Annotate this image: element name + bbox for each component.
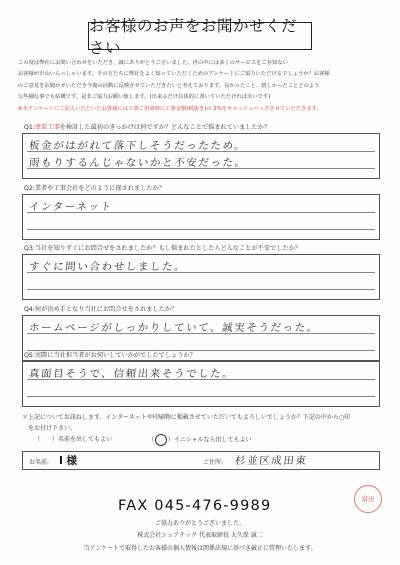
- question-number: Q5:: [24, 352, 35, 359]
- address-label: ご住所:: [203, 459, 224, 466]
- question-5-answer-box[interactable]: [22, 361, 380, 407]
- question-number: Q3:: [24, 245, 35, 252]
- question-number: Q1:: [24, 124, 35, 131]
- paren-close: ）: [168, 436, 175, 444]
- paren-open: （: [34, 436, 41, 443]
- question-text: を検討した最初のきっかけは何ですか？どんなことで悩まれていましたか？: [59, 124, 271, 131]
- intro-line: この度は弊社にお問い合わせをいただき、誠にありがとうございました。世の中には多くのサービスをご存知ない: [18, 60, 288, 66]
- question-2-answer-box[interactable]: [22, 194, 380, 240]
- question-4-label: [24, 304, 177, 313]
- page-title: お客様のお声をお聞かせください: [88, 22, 312, 50]
- company-name: 株式会社シェアテック 代表取締役 大久保 誠二: [137, 532, 263, 539]
- paren-close: ）: [52, 436, 59, 443]
- privacy-notice: 当アンケートで取得したお客様の個人情報は関係法規に基づき厳正に管理いたします。: [83, 545, 317, 552]
- question-2-label: [24, 183, 165, 192]
- address-value[interactable]: 杉並区成田東: [234, 455, 309, 467]
- question-3-label: [24, 243, 301, 252]
- question-text: 何が決め手となり当社にお問合せをされましたか？: [34, 306, 178, 313]
- company-stamp-icon: 富田: [354, 485, 382, 513]
- answer-rule: [27, 289, 375, 290]
- question-3-answer-box[interactable]: [22, 254, 380, 300]
- thanks-text: ご協力ありがとうございました。: [154, 520, 245, 527]
- question-text: 実際に当社担当者がお伺いしていかがでしたでしょうか？: [34, 352, 196, 359]
- question-5-label: [24, 350, 196, 359]
- name-label: お名前:: [29, 459, 50, 466]
- option-label: 名前を出してもよい: [58, 436, 113, 443]
- question-highlight: 塗装工事: [34, 124, 60, 131]
- intro-text: [18, 58, 388, 115]
- handwritten-answer: 真面目そうで、信頼出来そうでした。: [28, 368, 236, 380]
- option-label: イニシャルなら出してもよい: [174, 436, 252, 444]
- question-text: 当社を知りすぐにお問合せをされましたか？もし悩まれたとしたらどんなことが不安でしたか？: [34, 245, 301, 252]
- question-1-answer-box[interactable]: [22, 133, 380, 179]
- circle-mark-icon: [155, 434, 167, 446]
- consent-question-cont: をお付け下さい。: [28, 425, 77, 432]
- consent-option-name[interactable]: [34, 434, 112, 443]
- handwritten-answer: 雨もりするんじゃないかと不安だった。: [28, 157, 248, 169]
- contact-row: [22, 451, 380, 470]
- question-number: Q4:: [24, 306, 35, 313]
- cashback-note: ※本アンケートにご記入いただいたお客様には工事ご用命時に工事金額(税抜き)の 2%をキャッシュバックさせていただきます。: [18, 105, 322, 112]
- intro-line: お客様が沢山いらっしゃいます。その方たちに弊社をよく知っていただくためのアンケートにご協力いただけるでしょうか？お客様: [18, 71, 330, 78]
- answer-rule: [27, 229, 375, 230]
- question-1-label: [24, 122, 270, 131]
- question-number: Q2:: [24, 185, 35, 192]
- consent-question: ＊上記についてお訊ねします。インターネットや印刷物に掲載させていただいてもよろしいでしょうか？下記の中から○印: [22, 414, 351, 421]
- intro-line: のご意見をお聞かせいただき今後の活動に反映させていただきたいと考えております。良かったこと、嬉しかったことどのよう: [18, 82, 320, 89]
- fax-number: FAX 045-476-9989: [118, 498, 272, 514]
- answer-rule: [27, 396, 375, 397]
- paren-open: （: [148, 436, 155, 444]
- handwritten-answer: すぐに問い合わせしました。: [28, 261, 187, 273]
- intro-line: な些細な事でも結構です。是非ご協力お願い致します。(出来るだけ具体的に書いていただければ幸いです): [18, 94, 271, 101]
- handwritten-answer: インターネット: [28, 201, 114, 213]
- handwritten-answer: ホームページがしっかりしていて、誠実そうだった。: [28, 322, 320, 334]
- question-text: 業者や工事会社をどのように探されましたか？: [34, 185, 165, 192]
- name-value[interactable]: I 様: [59, 455, 78, 467]
- consent-option-initial[interactable]: [148, 434, 252, 446]
- handwritten-answer: 板金がはがれて落下しそうだったため。: [28, 140, 247, 152]
